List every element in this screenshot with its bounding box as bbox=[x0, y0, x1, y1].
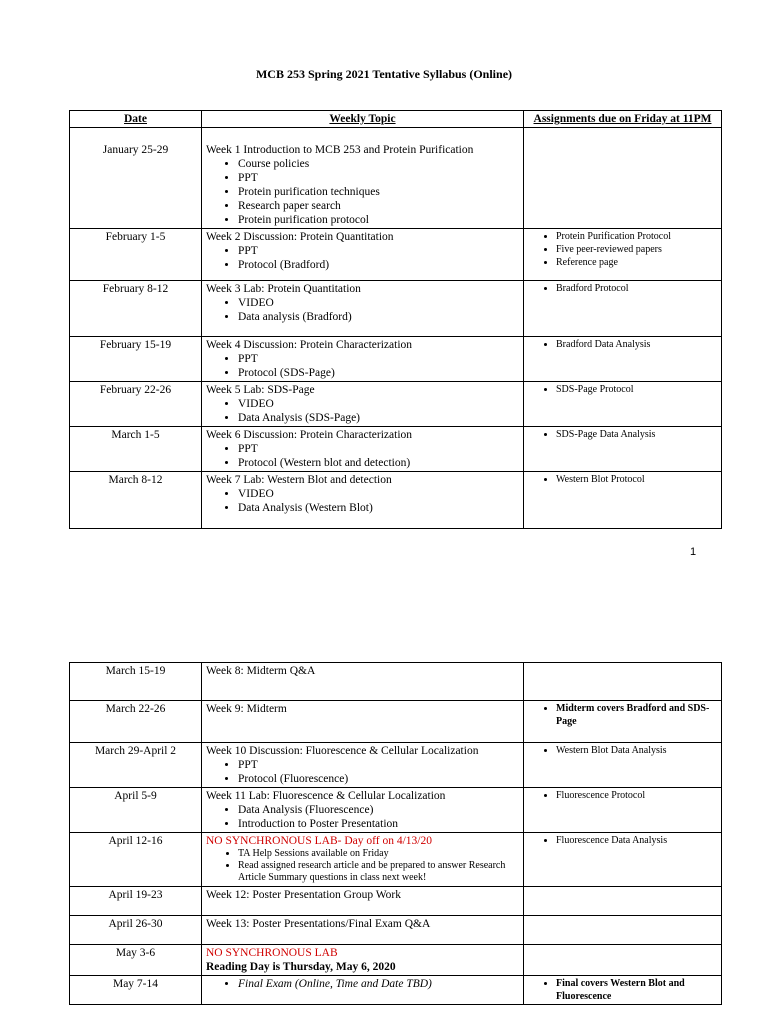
row-assignments bbox=[524, 788, 722, 833]
row-date: February 22-26 bbox=[70, 382, 202, 427]
topic-title: Week 10 Discussion: Fluorescence & Cellular Localization bbox=[206, 745, 479, 757]
topic-title: Week 11 Lab: Fluorescence & Cellular Localization bbox=[206, 790, 446, 802]
list-item: • Introduction to Poster Presentation bbox=[238, 817, 519, 831]
row-date: April 12-16 bbox=[70, 833, 202, 887]
assignment-list bbox=[528, 789, 717, 802]
topic-title: Week 3 Lab: Protein Quantitation bbox=[206, 283, 361, 295]
page-number: 1 bbox=[690, 546, 697, 558]
row-topic bbox=[202, 382, 524, 427]
topic-title: Week 1 Introduction to MCB 253 and Protein Purification bbox=[206, 144, 474, 156]
topic-bullets bbox=[206, 352, 519, 380]
list-item: • Protein purification techniques bbox=[238, 185, 519, 199]
topic-bullets bbox=[206, 803, 519, 831]
list-item: • Data Analysis (SDS-Page) bbox=[238, 411, 519, 425]
list-item: • Western Blot Data Analysis bbox=[556, 744, 717, 757]
topic-bullets bbox=[206, 977, 519, 991]
row-assignments bbox=[524, 472, 722, 529]
table-row bbox=[70, 887, 722, 916]
row-topic: Week 12: Poster Presentation Group Work bbox=[202, 887, 524, 916]
list-item: • Bradford Data Analysis bbox=[556, 338, 717, 351]
topic-bullets bbox=[206, 487, 519, 515]
row-date: February 1-5 bbox=[70, 229, 202, 281]
table-row bbox=[70, 916, 722, 945]
table-row bbox=[70, 663, 722, 701]
row-topic bbox=[202, 976, 524, 1005]
topic-title: Week 6 Discussion: Protein Characterization bbox=[206, 429, 413, 441]
list-item: • Research paper search bbox=[238, 199, 519, 213]
table-row bbox=[70, 281, 722, 337]
row-assignments bbox=[524, 976, 722, 1005]
row-date: April 26-30 bbox=[70, 916, 202, 945]
list-item: • VIDEO bbox=[238, 296, 519, 310]
assignment-list bbox=[528, 428, 717, 441]
row-assignments bbox=[524, 743, 722, 788]
row-topic bbox=[202, 337, 524, 382]
assignment-list bbox=[528, 977, 717, 1003]
assignment-list bbox=[528, 282, 717, 295]
table-row bbox=[70, 472, 722, 529]
row-topic: Week 13: Poster Presentations/Final Exam Q&A bbox=[202, 916, 524, 945]
list-item: • PPT bbox=[238, 758, 519, 772]
topic-title: NO SYNCHRONOUS LAB- Day off on 4/13/20 bbox=[206, 835, 432, 847]
document-title: MCB 253 Spring 2021 Tentative Syllabus (Online) bbox=[255, 67, 513, 81]
row-date: March 15-19 bbox=[70, 663, 202, 701]
assignment-list bbox=[528, 473, 717, 486]
table-row bbox=[70, 788, 722, 833]
row-topic bbox=[202, 281, 524, 337]
row-assignments bbox=[524, 382, 722, 427]
row-date: March 29-April 2 bbox=[70, 743, 202, 788]
list-item: • VIDEO bbox=[238, 397, 519, 411]
topic-bullets bbox=[206, 758, 519, 786]
topic-bullets bbox=[206, 157, 519, 227]
table-row bbox=[70, 945, 722, 976]
row-date: January 25-29 bbox=[70, 128, 202, 229]
list-item: • Five peer-reviewed papers bbox=[556, 243, 717, 256]
row-date: February 8-12 bbox=[70, 281, 202, 337]
list-item: • TA Help Sessions available on Friday bbox=[238, 848, 519, 860]
syllabus-table-page1 bbox=[69, 110, 722, 529]
row-assignments bbox=[524, 229, 722, 281]
row-assignments bbox=[524, 701, 722, 743]
table-row bbox=[70, 427, 722, 472]
table-row bbox=[70, 743, 722, 788]
header-topic: Weekly Topic bbox=[202, 111, 524, 128]
list-item: • PPT bbox=[238, 442, 519, 456]
topic-bullets bbox=[206, 244, 519, 272]
list-item: • Course policies bbox=[238, 157, 519, 171]
row-topic bbox=[202, 833, 524, 887]
topic-title: Week 5 Lab: SDS-Page bbox=[206, 384, 315, 396]
assignment-list bbox=[528, 834, 717, 847]
list-item: • Data Analysis (Fluorescence) bbox=[238, 803, 519, 817]
row-assignments bbox=[524, 945, 722, 976]
topic-bullets bbox=[206, 296, 519, 324]
assignment-list bbox=[528, 338, 717, 351]
topic-title: Week 7 Lab: Western Blot and detection bbox=[206, 474, 392, 486]
table-row bbox=[70, 229, 722, 281]
list-item: • Data Analysis (Western Blot) bbox=[238, 501, 519, 515]
list-item: • Midterm covers Bradford and SDS-Page bbox=[556, 702, 717, 728]
header-date: Date bbox=[70, 111, 202, 128]
list-item: • PPT bbox=[238, 244, 519, 258]
header-row bbox=[70, 111, 722, 128]
row-date: May 3-6 bbox=[70, 945, 202, 976]
row-date: February 15-19 bbox=[70, 337, 202, 382]
list-item: • SDS-Page Data Analysis bbox=[556, 428, 717, 441]
topic-bullets bbox=[206, 848, 519, 884]
row-topic: Week 8: Midterm Q&A bbox=[202, 663, 524, 701]
reading-day-note: Reading Day is Thursday, May 6, 2020 bbox=[206, 961, 396, 973]
list-item: • Read assigned research article and be prepared to answer Research Article Summary questions in class next week! bbox=[238, 860, 519, 884]
assignment-list bbox=[528, 230, 717, 269]
row-date: April 19-23 bbox=[70, 887, 202, 916]
assignment-list bbox=[528, 744, 717, 757]
list-item: • Reference page bbox=[556, 256, 717, 269]
list-item: • SDS-Page Protocol bbox=[556, 383, 717, 396]
topic-bullets bbox=[206, 397, 519, 425]
table-row bbox=[70, 337, 722, 382]
topic-title: Week 4 Discussion: Protein Characterization bbox=[206, 339, 413, 351]
row-date: March 22-26 bbox=[70, 701, 202, 743]
row-assignments bbox=[524, 887, 722, 916]
row-assignments bbox=[524, 916, 722, 945]
row-date: March 8-12 bbox=[70, 472, 202, 529]
row-assignments bbox=[524, 281, 722, 337]
row-assignments bbox=[524, 337, 722, 382]
row-assignments bbox=[524, 663, 722, 701]
list-item: • Protocol (Western blot and detection) bbox=[238, 456, 519, 470]
row-topic bbox=[202, 427, 524, 472]
list-item: • Protocol (Bradford) bbox=[238, 258, 519, 272]
row-assignments bbox=[524, 128, 722, 229]
row-date: March 1-5 bbox=[70, 427, 202, 472]
list-item: • Protocol (Fluorescence) bbox=[238, 772, 519, 786]
list-item: • Protein Purification Protocol bbox=[556, 230, 717, 243]
list-item: • Fluorescence Protocol bbox=[556, 789, 717, 802]
table-row bbox=[70, 833, 722, 887]
list-item: • Final covers Western Blot and Fluorescence bbox=[556, 977, 717, 1003]
row-topic bbox=[202, 128, 524, 229]
topic-title: NO SYNCHRONOUS LAB bbox=[206, 947, 338, 959]
row-topic bbox=[202, 472, 524, 529]
list-item: • VIDEO bbox=[238, 487, 519, 501]
list-item: • Western Blot Protocol bbox=[556, 473, 717, 486]
row-assignments bbox=[524, 833, 722, 887]
list-item: • Fluorescence Data Analysis bbox=[556, 834, 717, 847]
table-row bbox=[70, 976, 722, 1005]
assignment-list bbox=[528, 702, 717, 728]
list-item: • Bradford Protocol bbox=[556, 282, 717, 295]
topic-bullets bbox=[206, 442, 519, 470]
list-item: • Protocol (SDS-Page) bbox=[238, 366, 519, 380]
row-topic: Week 9: Midterm bbox=[202, 701, 524, 743]
list-item: • PPT bbox=[238, 171, 519, 185]
list-item: • Final Exam (Online, Time and Date TBD) bbox=[238, 977, 519, 991]
row-date: April 5-9 bbox=[70, 788, 202, 833]
row-date: May 7-14 bbox=[70, 976, 202, 1005]
table-row bbox=[70, 128, 722, 229]
table-row bbox=[70, 701, 722, 743]
row-topic bbox=[202, 945, 524, 976]
syllabus-table-page2 bbox=[69, 662, 722, 1005]
row-topic bbox=[202, 743, 524, 788]
list-item: • Data analysis (Bradford) bbox=[238, 310, 519, 324]
table-row bbox=[70, 382, 722, 427]
header-assignments: Assignments due on Friday at 11PM bbox=[524, 111, 722, 128]
row-assignments bbox=[524, 427, 722, 472]
row-topic bbox=[202, 788, 524, 833]
list-item: • Protein purification protocol bbox=[238, 213, 519, 227]
assignment-list bbox=[528, 383, 717, 396]
topic-title: Week 2 Discussion: Protein Quantitation bbox=[206, 231, 394, 243]
list-item: • PPT bbox=[238, 352, 519, 366]
row-topic bbox=[202, 229, 524, 281]
